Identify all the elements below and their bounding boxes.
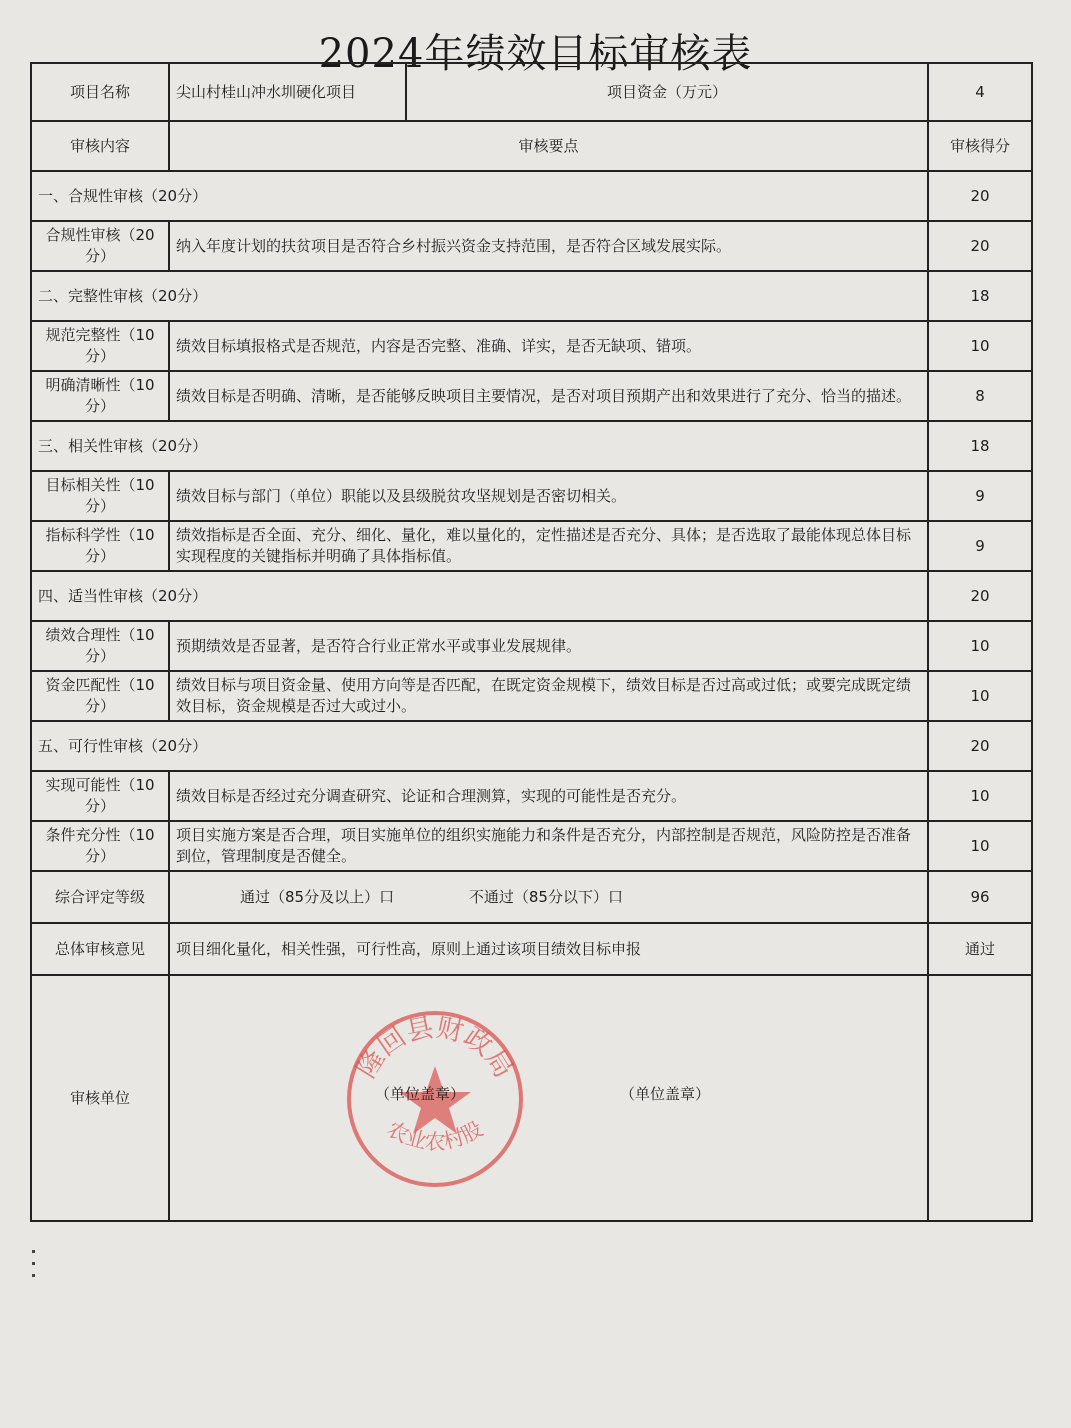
seal-text-top: 隆回县财政局	[350, 1012, 520, 1084]
rating-options	[169, 871, 928, 923]
svg-text:农业农村股	[383, 1117, 487, 1154]
rating-score: 96	[928, 871, 1032, 923]
section-score: 18	[928, 271, 1032, 321]
criterion-score: 9	[928, 521, 1032, 571]
criterion-point: 绩效目标与项目资金量、使用方向等是否匹配，在既定资金规模下，绩效目标是否过高或过低；或要完成既定绩效目标，资金规模是否过大或过小。	[169, 671, 928, 721]
seal-label-right: （单位盖章）	[620, 1085, 711, 1103]
criterion-row	[31, 521, 1032, 571]
criterion-point: 项目实施方案是否合理，项目实施单位的组织实施能力和条件是否充分，内部控制是否规范，风险防控是否准备到位，管理制度是否健全。	[169, 821, 928, 871]
section-header-row	[31, 571, 1032, 621]
fund-value: 4	[928, 63, 1032, 121]
criterion-name: 指标科学性（10分）	[31, 521, 169, 571]
criterion-name: 目标相关性（10分）	[31, 471, 169, 521]
section-title: 二、完整性审核（20分）	[31, 271, 928, 321]
criterion-name: 明确清晰性（10分）	[31, 371, 169, 421]
margin-mark	[32, 1250, 35, 1253]
section-score: 20	[928, 571, 1032, 621]
criterion-point: 绩效目标与部门（单位）职能以及县级脱贫攻坚规划是否密切相关。	[169, 471, 928, 521]
audit-form-table	[30, 62, 1033, 1222]
criterion-point: 绩效目标填报格式是否规范，内容是否完整、准确、详实，是否无缺项、错项。	[169, 321, 928, 371]
section-header-row	[31, 421, 1032, 471]
section-header-row	[31, 271, 1032, 321]
criterion-score: 20	[928, 221, 1032, 271]
audit-unit-label: 审核单位	[31, 975, 169, 1221]
opinion-result: 通过	[928, 923, 1032, 975]
criterion-score: 9	[928, 471, 1032, 521]
opinion-label: 总体审核意见	[31, 923, 169, 975]
criterion-name: 实现可能性（10分）	[31, 771, 169, 821]
criterion-row	[31, 371, 1032, 421]
score-label: 审核得分	[928, 121, 1032, 171]
criterion-point: 绩效目标是否经过充分调查研究、论证和合理测算，实现的可能性是否充分。	[169, 771, 928, 821]
section-score: 20	[928, 721, 1032, 771]
criterion-score: 10	[928, 671, 1032, 721]
rating-label: 综合评定等级	[31, 871, 169, 923]
section-title: 四、适当性审核（20分）	[31, 571, 928, 621]
criterion-name: 合规性审核（20分）	[31, 221, 169, 271]
opinion-text: 项目细化量化，相关性强，可行性高，原则上通过该项目绩效目标申报	[169, 923, 928, 975]
criterion-point: 绩效目标是否明确、清晰，是否能够反映项目主要情况，是否对项目预期产出和效果进行了充分、恰当的描述。	[169, 371, 928, 421]
criterion-score: 10	[928, 321, 1032, 371]
project-name-value: 尖山村桂山冲水圳硬化项目	[169, 63, 406, 121]
criterion-score: 10	[928, 621, 1032, 671]
section-score: 18	[928, 421, 1032, 471]
section-header-row	[31, 171, 1032, 221]
criterion-score: 10	[928, 771, 1032, 821]
criterion-name: 资金匹配性（10分）	[31, 671, 169, 721]
criterion-point: 纳入年度计划的扶贫项目是否符合乡村振兴资金支持范围，是否符合区域发展实际。	[169, 221, 928, 271]
fund-label: 项目资金（万元）	[406, 63, 928, 121]
criterion-score: 10	[928, 821, 1032, 871]
seal-text-bottom: 农业农村股	[383, 1116, 487, 1154]
points-label: 审核要点	[169, 121, 928, 171]
criterion-row	[31, 471, 1032, 521]
criterion-name: 绩效合理性（10分）	[31, 621, 169, 671]
fail-option: 不通过（85分以下）口	[468, 887, 623, 906]
section-title: 五、可行性审核（20分）	[31, 721, 928, 771]
criterion-score: 8	[928, 371, 1032, 421]
criterion-row	[31, 321, 1032, 371]
section-title: 三、相关性审核（20分）	[31, 421, 928, 471]
criterion-row	[31, 621, 1032, 671]
audit-unit-row	[31, 975, 1032, 1221]
criterion-row	[31, 221, 1032, 271]
criterion-row	[31, 771, 1032, 821]
criterion-name: 规范完整性（10分）	[31, 321, 169, 371]
opinion-row	[31, 923, 1032, 975]
seal-label-left: （单位盖章）	[375, 1085, 466, 1103]
rating-row	[31, 871, 1032, 923]
seal-area	[169, 975, 928, 1221]
pass-option: 通过（85分及以上）口	[240, 887, 395, 906]
page-title: 2024年绩效目标审核表	[318, 31, 753, 77]
content-label: 审核内容	[31, 121, 169, 171]
section-header-row	[31, 721, 1032, 771]
header-row	[31, 121, 1032, 171]
margin-mark	[32, 1274, 35, 1277]
audit-unit-empty	[928, 975, 1032, 1221]
criterion-point: 绩效指标是否全面、充分、细化、量化，难以量化的，定性描述是否充分、具体；是否选取了最能体现总体目标实现程度的关键指标并明确了具体指标值。	[169, 521, 928, 571]
criterion-point: 预期绩效是否显著，是否符合行业正常水平或事业发展规律。	[169, 621, 928, 671]
margin-mark	[32, 1262, 35, 1265]
project-row	[31, 63, 1032, 121]
section-score: 20	[928, 171, 1032, 221]
criterion-name: 条件充分性（10分）	[31, 821, 169, 871]
project-name-label: 项目名称	[31, 63, 169, 121]
section-title: 一、合规性审核（20分）	[31, 171, 928, 221]
criterion-row	[31, 671, 1032, 721]
criterion-row	[31, 821, 1032, 871]
